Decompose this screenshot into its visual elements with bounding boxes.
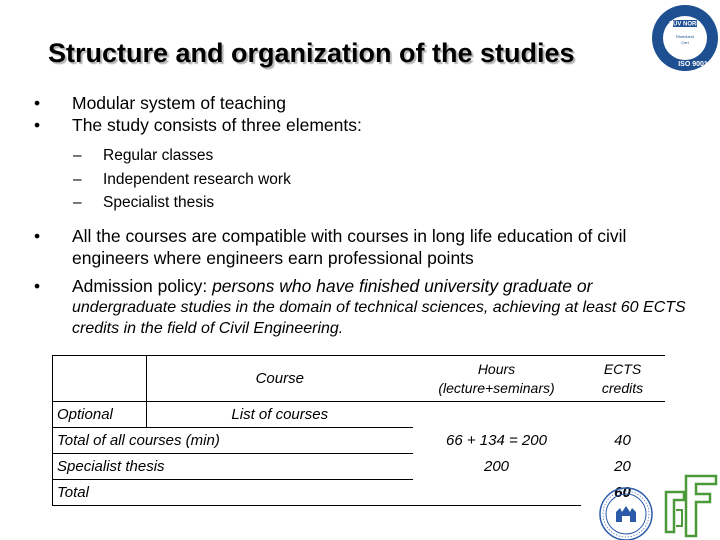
bullet-dot: • <box>34 115 41 135</box>
row-ects: 40 <box>614 432 631 449</box>
bullet-dot: • <box>34 275 41 296</box>
tuv-text: TÜV NORD <box>669 21 701 28</box>
tuv-iso-logo <box>648 2 718 78</box>
bullet-item-admission <box>28 275 688 339</box>
row-ects: 20 <box>614 458 631 475</box>
courses-table <box>52 355 665 506</box>
sub-item-text: Regular classes <box>103 147 214 164</box>
table-row <box>53 454 665 480</box>
table-row <box>53 480 665 506</box>
bullet-text: All the courses are compatible with courses in long life education of civil engineers where engineers earn professional points <box>72 225 627 268</box>
svg-text:Rheinland: Rheinland <box>675 34 695 39</box>
row-ects: 60 <box>614 484 631 501</box>
bullet-item <box>28 92 688 114</box>
bullet-dot: • <box>34 225 41 246</box>
table-header-empty <box>53 356 147 402</box>
row-label: Total <box>53 480 413 506</box>
row-label: Total of all courses (min) <box>53 428 413 454</box>
sub-dash: – <box>73 147 82 164</box>
row-hours: 200 <box>483 458 510 475</box>
optional-value: List of courses <box>147 402 413 428</box>
slide-title: Structure and organization of the studies <box>48 38 575 68</box>
table-header-hours-line2: (lecture+seminars) <box>438 379 555 396</box>
row-hours <box>413 480 581 506</box>
table-header-hours-line1: Hours <box>477 360 516 377</box>
sub-item <box>28 144 688 168</box>
bullet-dot: • <box>34 93 41 113</box>
optional-label: Optional <box>53 402 147 428</box>
sub-dash: – <box>73 170 82 188</box>
sub-item <box>28 191 688 215</box>
table-header-course: Course <box>147 356 413 402</box>
table-row <box>53 428 665 454</box>
bullet-list <box>28 92 688 339</box>
faculty-gf-logo <box>662 470 720 540</box>
table-header-ects-line2: credits <box>601 379 644 396</box>
bullet-text: Modular system of teaching <box>72 93 286 113</box>
sub-dash: – <box>73 194 82 211</box>
sub-item <box>28 168 688 192</box>
sub-item-text: Specialist thesis <box>103 194 215 211</box>
table-header-row <box>53 356 665 402</box>
row-label: Specialist thesis <box>53 454 413 480</box>
bullet-item <box>28 225 688 269</box>
admission-label: Admission policy: <box>72 275 208 296</box>
bullet-text: The study consists of three elements: <box>72 115 362 135</box>
admission-text-line1: persons who have finished university graduate or <box>212 275 593 296</box>
table-header-ects <box>581 356 665 402</box>
table-header-hours <box>413 356 581 402</box>
svg-text:Cert: Cert <box>681 40 689 45</box>
sub-item-text: Independent research work <box>103 170 291 188</box>
admission-text-rest: undergraduate studies in the domain of technical sciences, achieving at least 60 ECTS credits in the field of Civil Engineering. <box>72 298 686 337</box>
tuv-iso-text: ISO 9001 <box>678 61 708 68</box>
university-seal-logo <box>592 478 660 540</box>
row-hours: 66 + 134 = 200 <box>446 432 547 449</box>
table-row-optional <box>53 402 665 428</box>
bullet-item <box>28 114 688 136</box>
table-header-ects-line1: ECTS <box>603 360 642 377</box>
